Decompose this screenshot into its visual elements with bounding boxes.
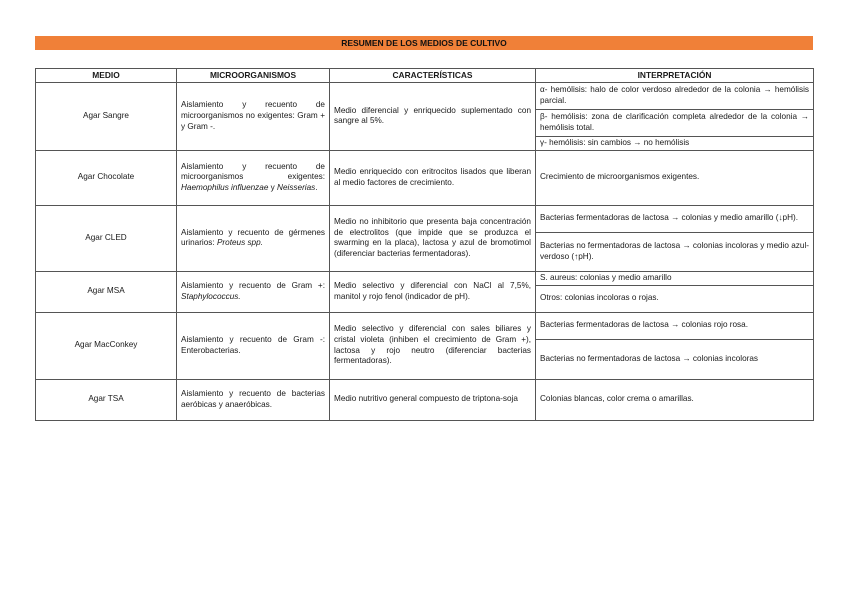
species-name: Proteus spp. [216,238,263,248]
micro-cell [177,150,330,205]
medio-cell: Agar Chocolate [36,150,177,205]
medio-cell: Agar TSA [36,379,177,420]
interp-cell: Bacterias fermentadoras de lactosa → colonias rojo rosa. [536,312,814,339]
medio-cell: Agar CLED [36,205,177,271]
table-row [36,379,814,420]
header-microorganismos: MICROORGANISMOS [177,69,330,83]
carac-cell: Medio diferencial y enriquecido suplementado con sangre al 5%. [330,83,536,151]
micro-cell [177,205,330,271]
interp-cell: Bacterias fermentadoras de lactosa → colonias y medio amarillo (↓pH). [536,205,814,232]
carac-cell: Medio nutritivo general compuesto de triptona-soja [330,379,536,420]
micro-text: Aislamiento y recuento de gérmenes urinarios: [181,227,325,248]
carac-cell: Medio selectivo y diferencial con NaCl al 7,5%, manitol y rojo fenol (indicador de pH). [330,271,536,312]
micro-cell: Aislamiento y recuento de bacterias aeróbicas y anaeróbicas. [177,379,330,420]
table-row [36,205,814,232]
medio-cell: Agar Sangre [36,83,177,151]
interp-cell: α- hemólisis: halo de color verdoso alrededor de la colonia → hemólisis parcial. [536,83,814,110]
interp-cell: γ- hemólisis: sin cambios → no hemólisis [536,137,814,151]
interp-cell: Crecimiento de microorganismos exigentes. [536,150,814,205]
micro-cell: Aislamiento y recuento de Gram -: Enterobacterias. [177,312,330,379]
interp-cell: S. aureus: colonias y medio amarillo [536,271,814,285]
table-header-row [36,69,814,83]
species-name: Haemophilus influenzae [181,182,269,192]
table-row [36,83,814,110]
table-row [36,150,814,205]
culture-media-table [35,68,814,421]
header-medio: MEDIO [36,69,177,83]
interp-cell: Bacterias no fermentadoras de lactosa → colonias incoloras [536,339,814,379]
page-title: RESUMEN DE LOS MEDIOS DE CULTIVO [35,36,813,50]
micro-cell: Aislamiento y recuento de microorganismos no exigentes: Gram + y Gram -. [177,83,330,151]
medio-cell: Agar MSA [36,271,177,312]
carac-cell: Medio enriquecido con eritrocitos lisados que liberan al medio factores de crecimiento. [330,150,536,205]
carac-cell: Medio no inhibitorio que presenta baja concentración de electrolitos (que impide que se produzca el swarming en la placa), lactosa y azul de bromotimol (diferenciar bacterias fermentadoras). [330,205,536,271]
micro-text: Aislamiento y recuento de microorganismos exigentes: [181,161,325,182]
species-name: Neisserias [277,182,316,192]
species-name: Staphylococcus. [181,291,241,301]
interp-cell: Bacterias no fermentadoras de lactosa → colonias incoloras y medio azul-verdoso (↑pH). [536,232,814,271]
micro-text: . [315,182,318,192]
micro-cell [177,271,330,312]
table-row [36,312,814,339]
interp-cell: Colonias blancas, color crema o amarillas. [536,379,814,420]
table-row [36,271,814,285]
header-caracteristicas: CARACTERÍSTICAS [330,69,536,83]
interp-cell: Otros: colonias incoloras o rojas. [536,285,814,312]
micro-text: y [270,182,275,192]
header-interpretacion: INTERPRETACIÓN [536,69,814,83]
micro-text: Aislamiento y recuento de Gram +: [181,281,325,290]
interp-cell: β- hemólisis: zona de clarificación completa alrededor de la colonia → hemólisis total. [536,110,814,137]
carac-cell: Medio selectivo y diferencial con sales biliares y cristal violeta (inhiben el crecimiento de Gram +), lactosa y rojo neutro (diferenciar bacterias fermentadoras). [330,312,536,379]
medio-cell: Agar MacConkey [36,312,177,379]
